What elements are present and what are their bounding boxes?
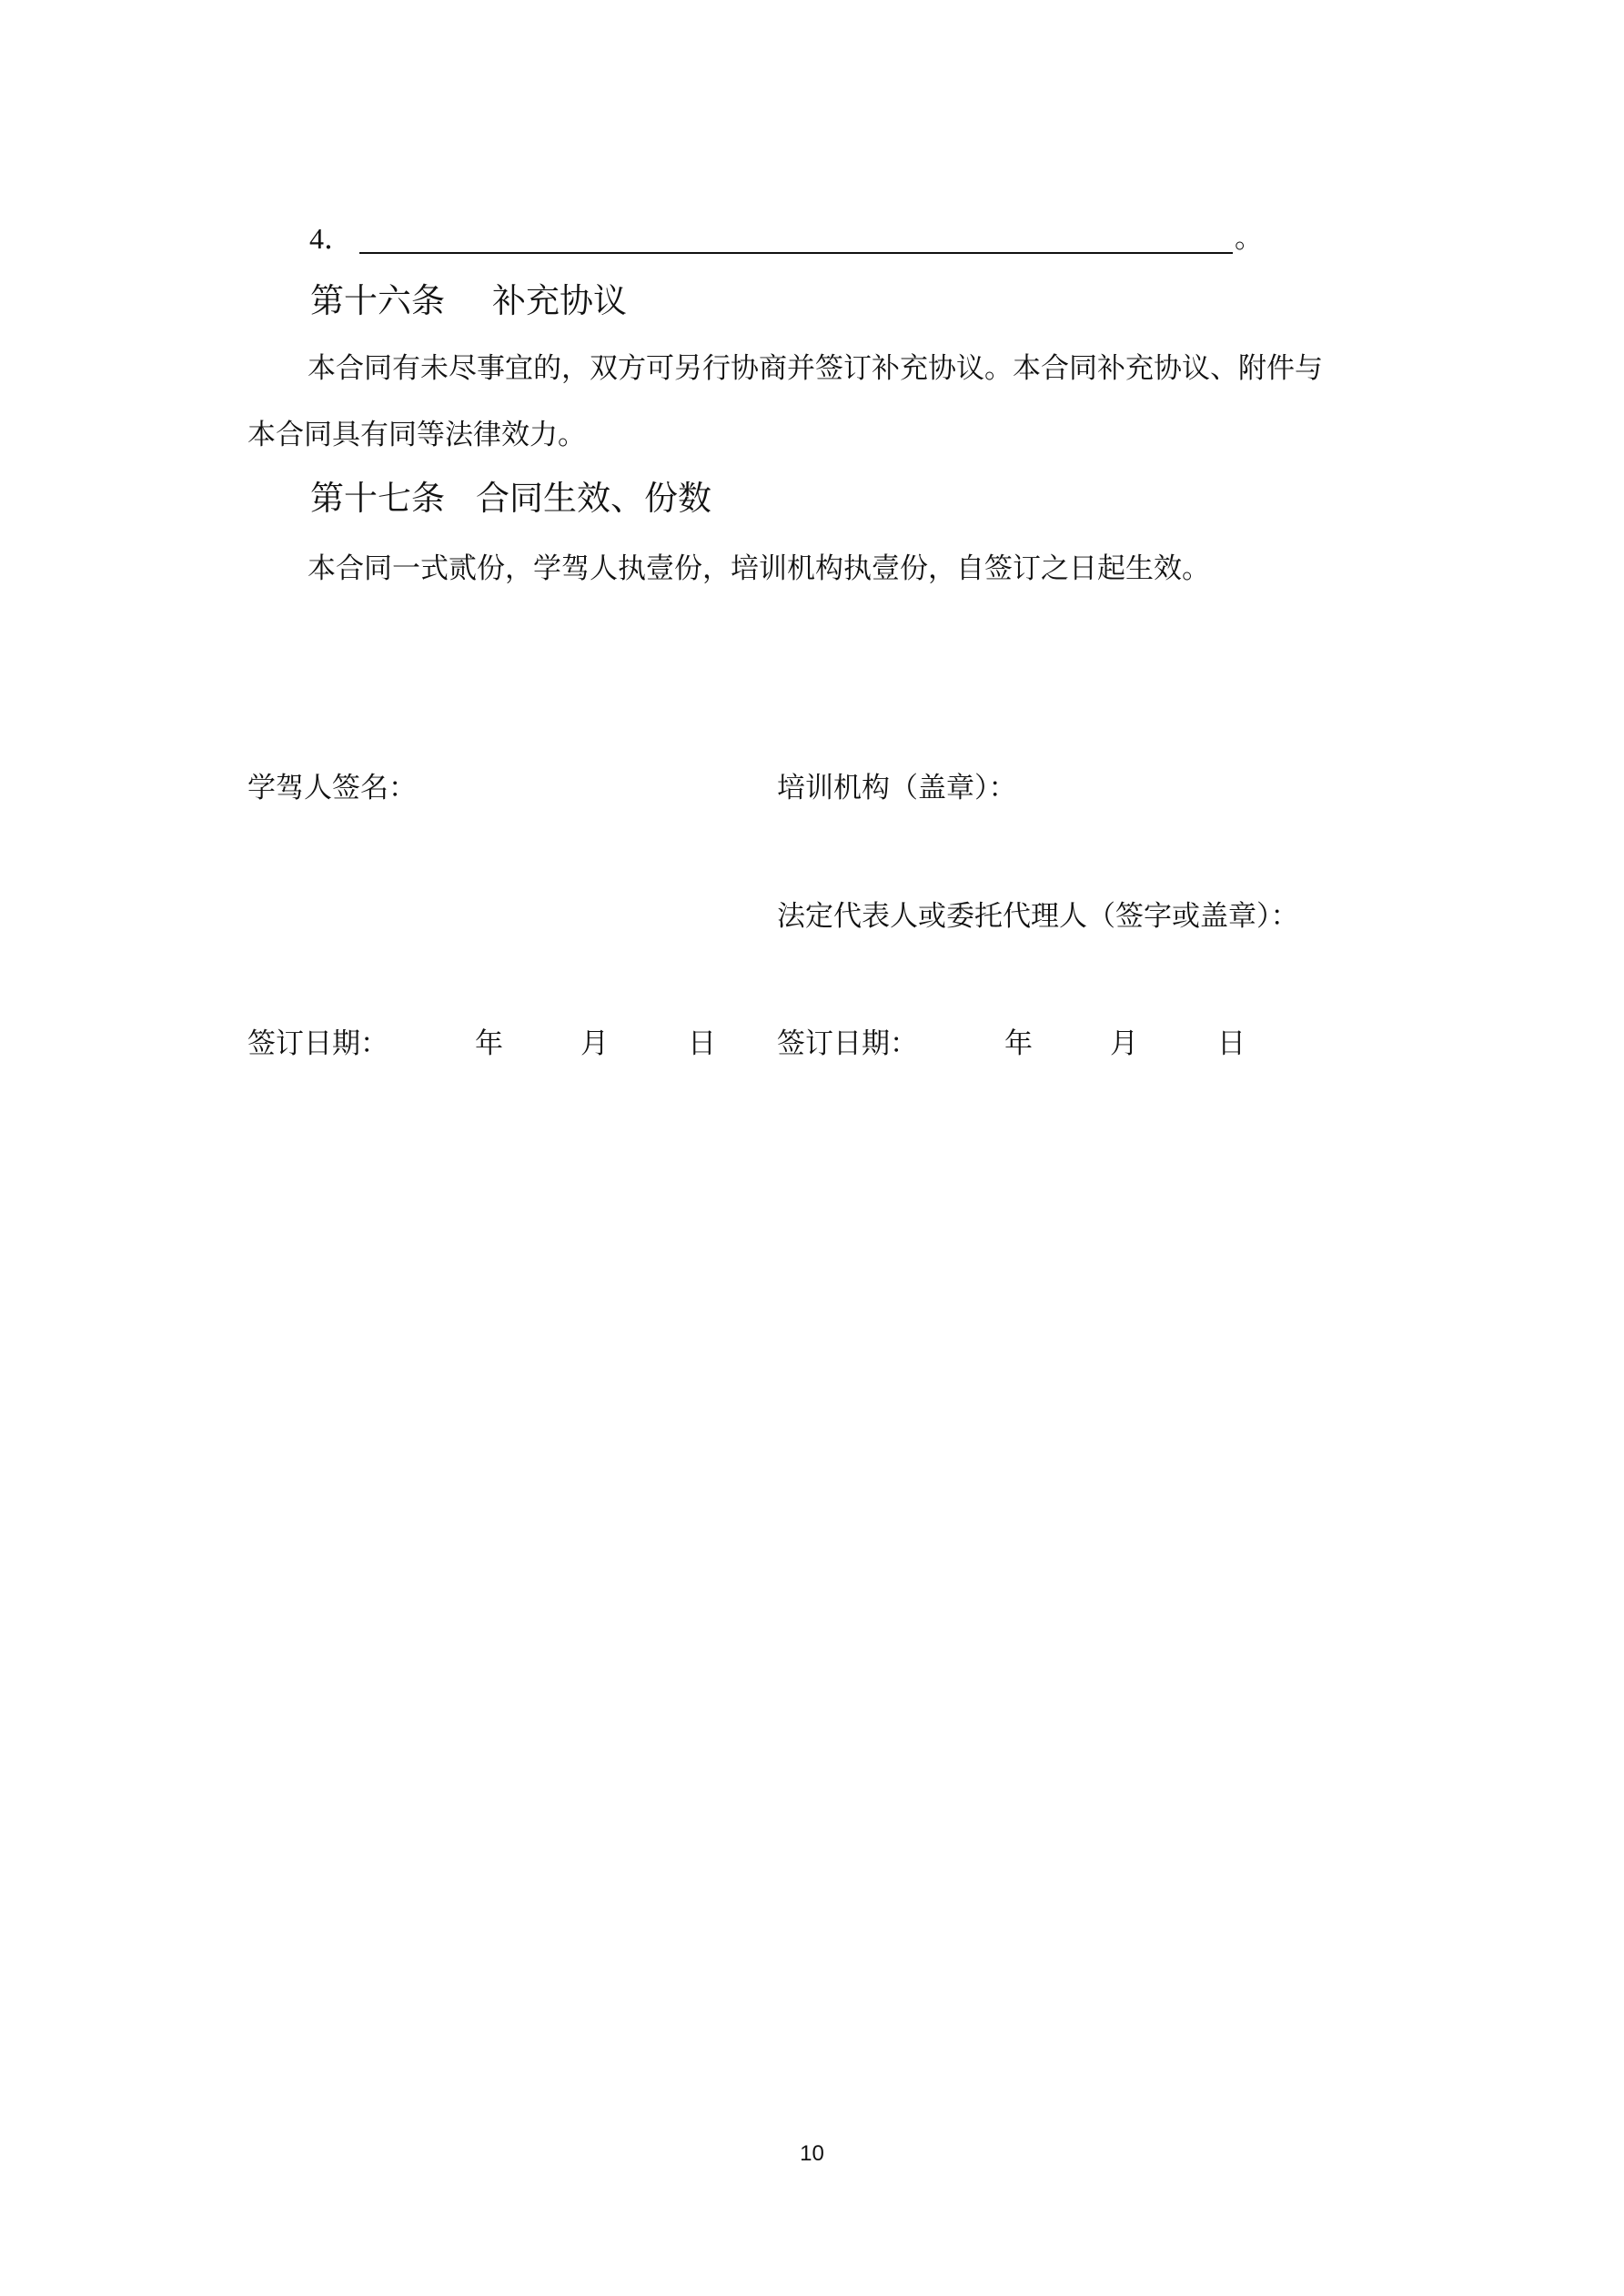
article-17-number: 第十七条 <box>310 479 445 518</box>
institution-seal-label: 培训机构（盖章）： <box>777 772 1017 804</box>
institution-date-label: 签订日期： <box>777 1027 918 1060</box>
learner-date-year: 年 <box>475 1027 503 1060</box>
institution-date-year: 年 <box>1004 1027 1033 1060</box>
institution-date-day: 日 <box>1217 1027 1246 1060</box>
learner-date-day: 日 <box>688 1027 716 1060</box>
learner-signature-label: 学驾人签名： <box>247 772 417 804</box>
article-17-line-1: 本合同一式贰份，学驾人执壹份，培训机构执壹份，自签订之日起生效。 <box>308 552 1210 585</box>
article-16-heading <box>310 280 627 322</box>
page-number: 10 <box>800 2141 824 2166</box>
item-4-end-mark: 。 <box>1235 222 1263 255</box>
article-17-title: 合同生效、份数 <box>476 479 711 518</box>
institution-date-month: 月 <box>1110 1027 1138 1060</box>
article-16-title: 补充协议 <box>492 281 627 320</box>
representative-signature-label: 法定代表人或委托代理人（签字或盖章）： <box>777 900 1299 933</box>
item-4-number: 4． <box>309 222 354 255</box>
article-16-number: 第十六条 <box>310 281 445 320</box>
item-4-blank-line <box>359 252 1233 254</box>
learner-date-label: 签订日期： <box>247 1027 388 1060</box>
article-17-heading <box>310 478 711 520</box>
article-16-line-2: 本合同具有同等法律效力。 <box>247 419 586 451</box>
learner-date-month: 月 <box>580 1027 609 1060</box>
article-16-line-1: 本合同有未尽事宜的，双方可另行协商并签订补充协议。本合同补充协议、附件与 <box>308 352 1323 385</box>
